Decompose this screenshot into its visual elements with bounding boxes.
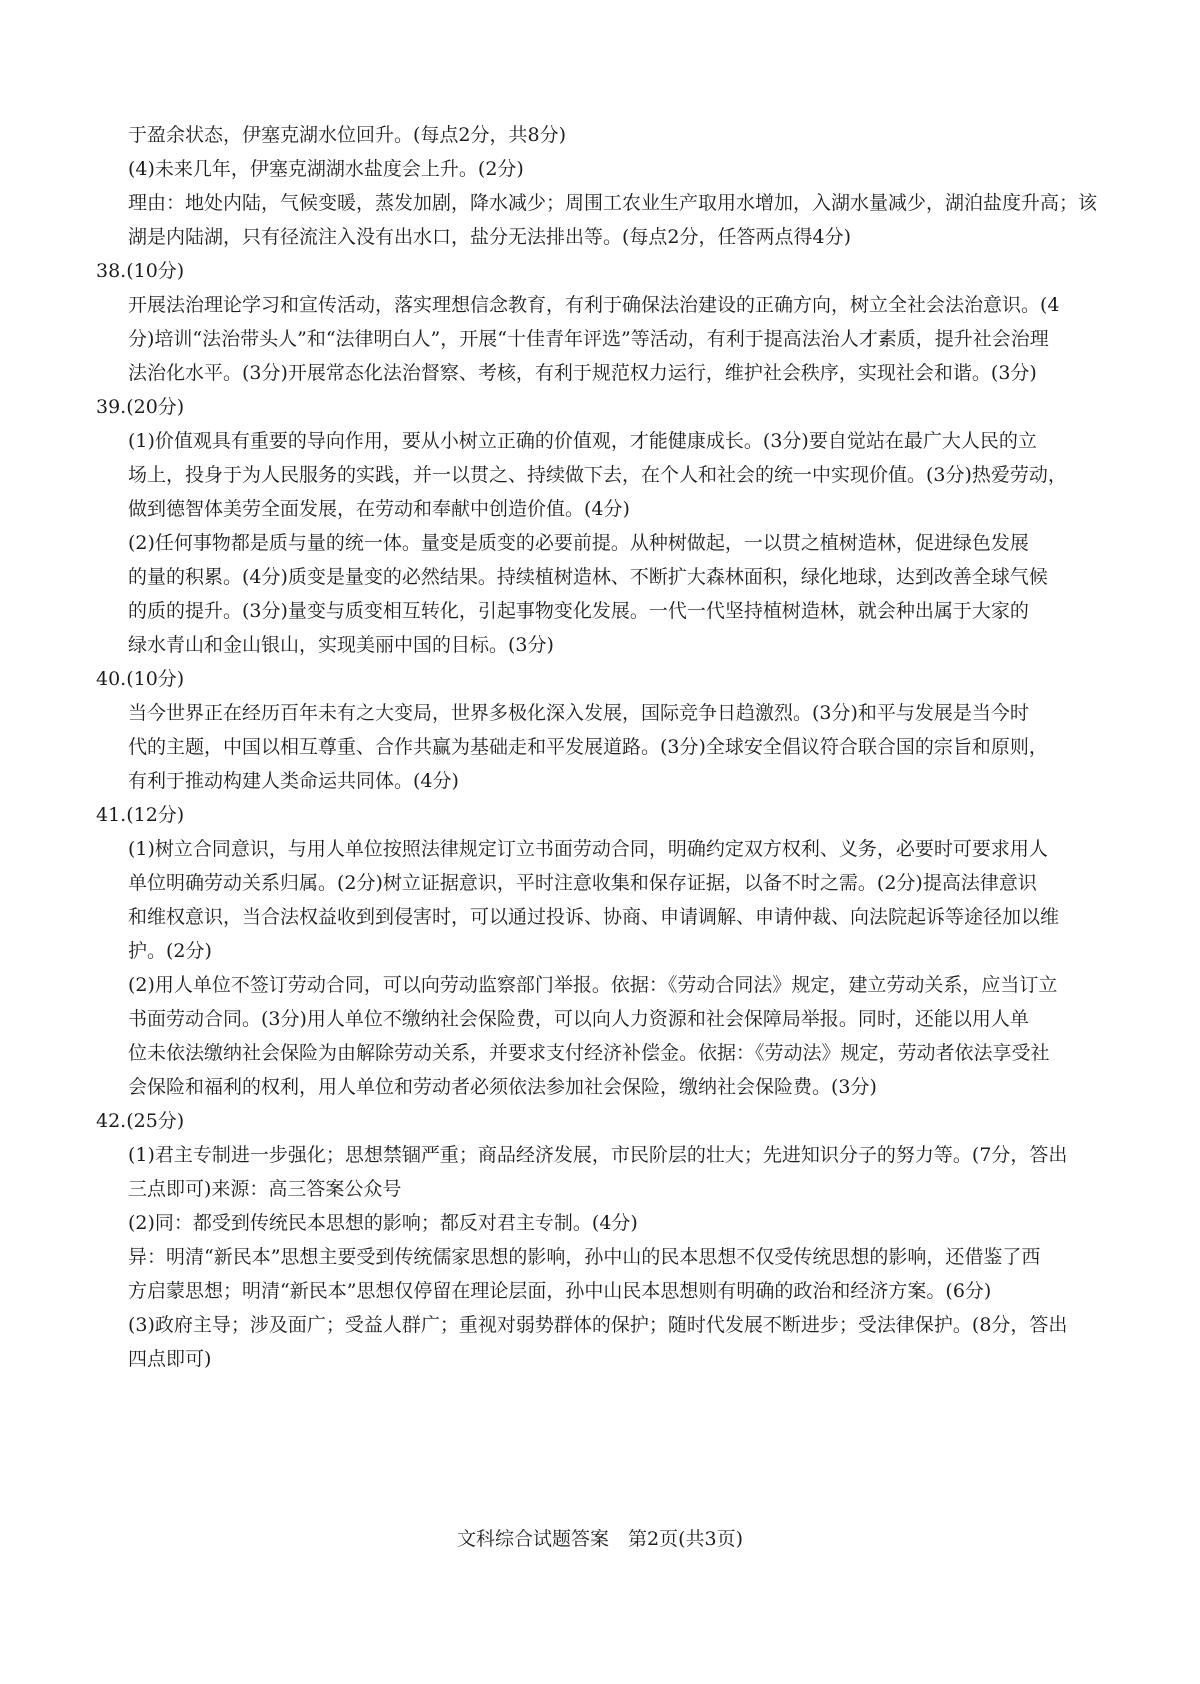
answer-line: 湖是内陆湖，只有径流注入没有出水口，盐分无法排出等。(每点2分，任答两点得4分) bbox=[128, 226, 852, 248]
answer-line: 于盈余状态，伊塞克湖水位回升。(每点2分，共8分) bbox=[128, 124, 567, 146]
answer-line: 的量的积累。(4分)质变是量变的必然结果。持续植树造林、不断扩大森林面积，绿化地球，达到改善全球气候 bbox=[128, 566, 1048, 588]
page-footer: 文科综合试题答案 第2页(共3页) bbox=[456, 1528, 743, 1550]
question-number: 40.(10分) bbox=[96, 668, 185, 690]
answer-line: 分)培训“法治带头人”和“法律明白人”，开展“十佳青年评选”等活动，有利于提高法治人才素质，提升社会治理 bbox=[128, 328, 1049, 350]
answer-body bbox=[96, 118, 1106, 1376]
answer-line: (4)未来几年，伊塞克湖湖水盐度会上升。(2分) bbox=[128, 158, 524, 180]
question-number: 38.(10分) bbox=[96, 260, 185, 282]
question-number: 41.(12分) bbox=[96, 804, 185, 826]
answer-line: 异：明清“新民本”思想主要受到传统儒家思想的影响，孙中山的民本思想不仅受传统思想的影响，还借鉴了西 bbox=[128, 1246, 1041, 1268]
answer-line: (2)任何事物都是质与量的统一体。量变是质变的必要前提。从种树做起，一以贯之植树造林，促进绿色发展 bbox=[128, 532, 1029, 554]
answer-line: 书面劳动合同。(3分)用人单位不缴纳社会保险费，可以向人力资源和社会保障局举报。同时，还能以用人单 bbox=[128, 1008, 1029, 1030]
answer-line: 开展法治理论学习和宣传活动，落实理想信念教育，有利于确保法治建设的正确方向，树立全社会法治意识。(4 bbox=[128, 294, 1060, 316]
answer-line: 会保险和福利的权利，用人单位和劳动者必须依法参加社会保险，缴纳社会保险费。(3分) bbox=[128, 1076, 877, 1098]
answer-line: (3)政府主导；涉及面广；受益人群广；重视对弱势群体的保护；随时代发展不断进步；受法律保护。(8分，答出 bbox=[128, 1314, 1068, 1336]
answer-line: 理由：地处内陆，气候变暖，蒸发加剧，降水减少；周围工农业生产取用水增加，入湖水量减少，湖泊盐度升高；该 bbox=[128, 192, 1098, 214]
answer-line: 法治化水平。(3分)开展常态化法治督察、考核，有利于规范权力运行，维护社会秩序，实现社会和谐。(3分) bbox=[128, 362, 1037, 384]
answer-line: 护。(2分) bbox=[128, 940, 212, 962]
answer-line: 和维权意识，当合法权益收到到侵害时，可以通过投诉、协商、申请调解、申请仲裁、向法院起诉等途径加以维 bbox=[128, 906, 1060, 928]
answer-line: 的质的提升。(3分)量变与质变相互转化，引起事物变化发展。一代一代坚持植树造林，就会种出属于大家的 bbox=[128, 600, 1029, 622]
answer-line: (2)同：都受到传统民本思想的影响；都反对君主专制。(4分) bbox=[128, 1212, 638, 1234]
answer-line: 四点即可) bbox=[128, 1348, 212, 1370]
answer-line: (1)树立合同意识，与用人单位按照法律规定订立书面劳动合同，明确约定双方权利、义务，必要时可要求用人 bbox=[128, 838, 1048, 860]
answer-line: 场上，投身于为人民服务的实践，并一以贯之、持续做下去，在个人和社会的统一中实现价值。(3分)热爱劳动， bbox=[128, 464, 1067, 486]
answer-line: 做到德智体美劳全面发展，在劳动和奉献中创造价值。(4分) bbox=[128, 498, 630, 520]
question-number: 39.(20分) bbox=[96, 396, 185, 418]
answer-line: 单位明确劳动关系归属。(2分)树立证据意识，平时注意收集和保存证据，以备不时之需。(2分)提高法律意识 bbox=[128, 872, 1037, 894]
answer-line: 绿水青山和金山银山，实现美丽中国的目标。(3分) bbox=[128, 634, 554, 656]
answer-line: 代的主题，中国以相互尊重、合作共赢为基础走和平发展道路。(3分)全球安全倡议符合联合国的宗旨和原则， bbox=[128, 736, 1048, 758]
answer-line: 当今世界正在经历百年未有之大变局，世界多极化深入发展，国际竞争日趋激烈。(3分)和平与发展是当今时 bbox=[128, 702, 1029, 724]
question-number: 42.(25分) bbox=[96, 1110, 185, 1132]
answer-line: 三点即可)来源：高三答案公众号 bbox=[128, 1178, 402, 1200]
answer-line: (1)君主专制进一步强化；思想禁锢严重；商品经济发展，市民阶层的壮大；先进知识分子的努力等。(7分，答出 bbox=[128, 1144, 1068, 1166]
answer-line: 位未依法缴纳社会保险为由解除劳动关系，并要求支付经济补偿金。依据：《劳动法》规定，劳动者依法享受社 bbox=[128, 1042, 1050, 1064]
answer-line: 有利于推动构建人类命运共同体。(4分) bbox=[128, 770, 459, 792]
answer-line: 方启蒙思想；明清“新民本”思想仅停留在理论层面，孙中山民本思想则有明确的政治和经济方案。(6分) bbox=[128, 1280, 992, 1302]
answer-line: (2)用人单位不签订劳动合同，可以向劳动监察部门举报。依据：《劳动合同法》规定，建立劳动关系，应当订立 bbox=[128, 974, 1058, 996]
answer-line: (1)价值观具有重要的导向作用，要从小树立正确的价值观，才能健康成长。(3分)要自觉站在最广大人民的立 bbox=[128, 430, 1037, 452]
